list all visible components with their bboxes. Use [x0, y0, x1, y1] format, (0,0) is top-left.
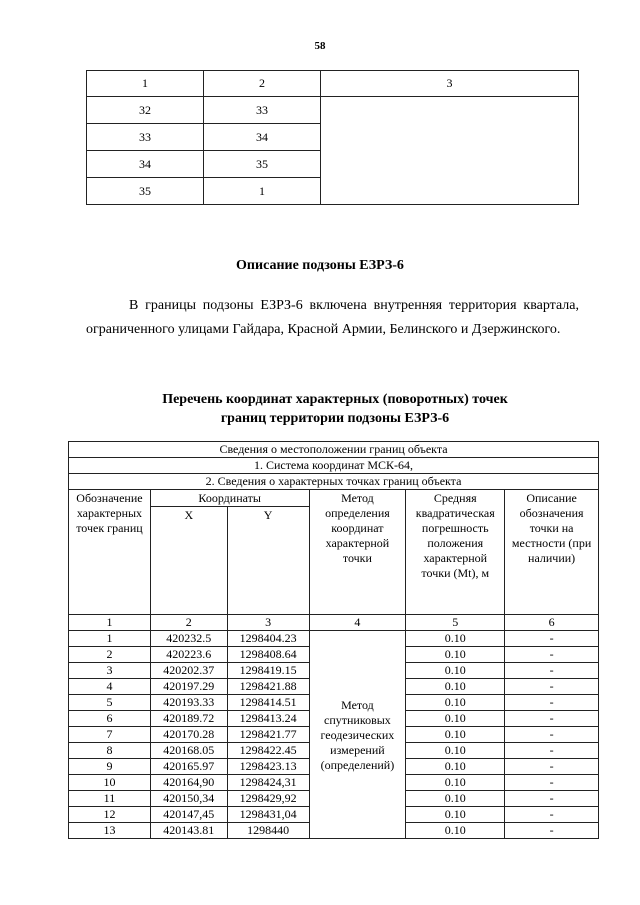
- column-number: 4: [309, 615, 406, 631]
- table-banner: 1. Система координат МСК-64,: [69, 458, 599, 474]
- x-coordinate-cell: 420189.72: [150, 711, 227, 727]
- error-cell: 0.10: [406, 711, 505, 727]
- table-cell: 34: [87, 151, 204, 178]
- column-number: 6: [505, 615, 599, 631]
- point-number-cell: 5: [69, 695, 151, 711]
- error-cell: 0.10: [406, 631, 505, 647]
- y-coordinate-cell: 1298421.77: [227, 727, 309, 743]
- description-paragraph: В границы подзоны ЕЗРЗ-6 включена внутренняя территория квартала, ограниченного улицами Гайдара, Красной Армии, Белинского и Дзержинского.: [86, 298, 579, 337]
- x-coordinate-cell: 420202.37: [150, 663, 227, 679]
- coordinates-list-title: [120, 390, 550, 428]
- table-header-cell: 2: [204, 71, 321, 97]
- table-cell-empty: [321, 97, 579, 205]
- table-cell: 1: [204, 178, 321, 205]
- description-cell: -: [505, 743, 599, 759]
- y-coordinate-cell: 1298413.24: [227, 711, 309, 727]
- point-number-cell: 3: [69, 663, 151, 679]
- table-cell: 33: [87, 124, 204, 151]
- header-description: Описание обозначения точки на местности (при наличии): [505, 490, 599, 615]
- table-cell: 33: [204, 97, 321, 124]
- description-cell: -: [505, 775, 599, 791]
- description-cell: -: [505, 647, 599, 663]
- x-coordinate-cell: 420143.81: [150, 823, 227, 839]
- description-cell: -: [505, 727, 599, 743]
- point-number-cell: 2: [69, 647, 151, 663]
- error-cell: 0.10: [406, 823, 505, 839]
- error-cell: 0.10: [406, 759, 505, 775]
- column-numbers-row: [69, 615, 599, 631]
- y-coordinate-cell: 1298440: [227, 823, 309, 839]
- error-cell: 0.10: [406, 775, 505, 791]
- y-coordinate-cell: 1298421.88: [227, 679, 309, 695]
- x-coordinate-cell: 420147,45: [150, 807, 227, 823]
- y-coordinate-cell: 1298408.64: [227, 647, 309, 663]
- x-coordinate-cell: 420164,90: [150, 775, 227, 791]
- x-coordinate-cell: 420197.29: [150, 679, 227, 695]
- description-cell: -: [505, 807, 599, 823]
- table-header-cell: 1: [87, 71, 204, 97]
- table-header-cell: 3: [321, 71, 579, 97]
- point-number-cell: 9: [69, 759, 151, 775]
- table-banner: 2. Сведения о характерных точках границ объекта: [69, 474, 599, 490]
- section-title: Описание подзоны ЕЗРЗ-6: [236, 258, 404, 273]
- continuation-table: [86, 70, 579, 205]
- list-title-line: границ территории подзоны ЕЗРЗ-6: [220, 411, 450, 426]
- header-x: X: [150, 507, 227, 615]
- table-header-row: [87, 71, 579, 97]
- description-cell: -: [505, 711, 599, 727]
- point-number-cell: 4: [69, 679, 151, 695]
- description-cell: -: [505, 759, 599, 775]
- point-number-cell: 10: [69, 775, 151, 791]
- y-coordinate-cell: 1298429,92: [227, 791, 309, 807]
- x-coordinate-cell: 420232.5: [150, 631, 227, 647]
- x-coordinate-cell: 420170.28: [150, 727, 227, 743]
- x-coordinate-cell: 420150,34: [150, 791, 227, 807]
- table-row: [69, 631, 599, 647]
- error-cell: 0.10: [406, 647, 505, 663]
- y-coordinate-cell: 1298431,04: [227, 807, 309, 823]
- y-coordinate-cell: 1298422.45: [227, 743, 309, 759]
- point-number-cell: 1: [69, 631, 151, 647]
- error-cell: 0.10: [406, 663, 505, 679]
- description-cell: -: [505, 663, 599, 679]
- x-coordinate-cell: 420165.97: [150, 759, 227, 775]
- table-cell: 35: [87, 178, 204, 205]
- table-banner-row: [69, 442, 599, 458]
- y-coordinate-cell: 1298423.13: [227, 759, 309, 775]
- table-cell: 32: [87, 97, 204, 124]
- point-number-cell: 8: [69, 743, 151, 759]
- coordinates-table: [68, 441, 599, 839]
- table-banner-row: [69, 474, 599, 490]
- error-cell: 0.10: [406, 791, 505, 807]
- description-cell: -: [505, 823, 599, 839]
- x-coordinate-cell: 420223.6: [150, 647, 227, 663]
- point-number-cell: 7: [69, 727, 151, 743]
- table-cell: 35: [204, 151, 321, 178]
- point-number-cell: 11: [69, 791, 151, 807]
- y-coordinate-cell: 1298414.51: [227, 695, 309, 711]
- table-header-row: [69, 490, 599, 507]
- header-y: Y: [227, 507, 309, 615]
- point-number-cell: 12: [69, 807, 151, 823]
- column-number: 1: [69, 615, 151, 631]
- error-cell: 0.10: [406, 727, 505, 743]
- list-title-line: Перечень координат характерных (поворотных) точек: [162, 392, 508, 407]
- point-number-cell: 6: [69, 711, 151, 727]
- description-cell: -: [505, 679, 599, 695]
- point-number-cell: 13: [69, 823, 151, 839]
- description-cell: -: [505, 695, 599, 711]
- y-coordinate-cell: 1298424,31: [227, 775, 309, 791]
- error-cell: 0.10: [406, 743, 505, 759]
- column-number: 3: [227, 615, 309, 631]
- table-banner: Сведения о местоположении границ объекта: [69, 442, 599, 458]
- table-banner-row: [69, 458, 599, 474]
- table-row: [87, 97, 579, 124]
- description-cell: -: [505, 631, 599, 647]
- x-coordinate-cell: 420193.33: [150, 695, 227, 711]
- header-error: Средняя квадратическая погрешность положения характерной точки (Mt), м: [406, 490, 505, 615]
- header-coordinates: Координаты: [150, 490, 309, 507]
- y-coordinate-cell: 1298419.15: [227, 663, 309, 679]
- y-coordinate-cell: 1298404.23: [227, 631, 309, 647]
- column-number: 2: [150, 615, 227, 631]
- header-designation: Обозначение характерных точек границ: [69, 490, 151, 615]
- table-cell: 34: [204, 124, 321, 151]
- column-number: 5: [406, 615, 505, 631]
- x-coordinate-cell: 420168.05: [150, 743, 227, 759]
- error-cell: 0.10: [406, 695, 505, 711]
- error-cell: 0.10: [406, 679, 505, 695]
- error-cell: 0.10: [406, 807, 505, 823]
- description-cell: -: [505, 791, 599, 807]
- header-method: Метод определения координат характерной точки: [309, 490, 406, 615]
- page-number: 58: [314, 40, 326, 52]
- method-cell: Метод спутниковых геодезических измерений (определений): [309, 631, 406, 839]
